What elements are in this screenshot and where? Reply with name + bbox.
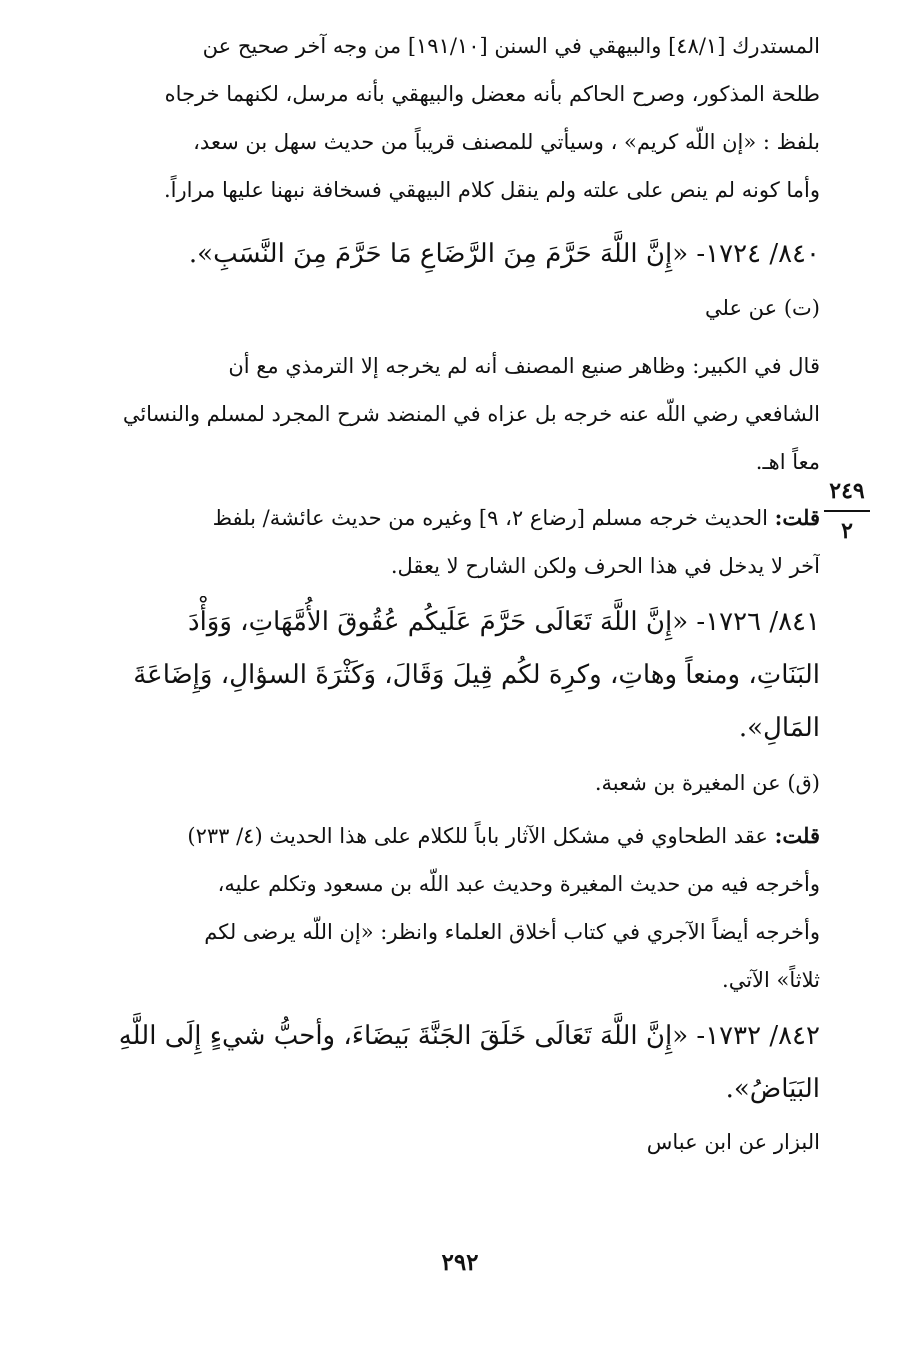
text-line: وأما كونه لم ينص على علته ولم ينقل كلام البيهقي فسخافة نبهنا عليها مراراً. xyxy=(163,178,820,202)
lead-word: قلت: xyxy=(774,823,820,848)
source-line: البزار عن ابن عباس xyxy=(646,1130,820,1154)
hadith-840 xyxy=(102,228,820,281)
text-line: الشافعي رضي اللّه عنه خرجه بل عزاه في المنضد شرح المجرد لمسلم والنسائي xyxy=(122,402,820,426)
text-line: آخر لا يدخل في هذا الحرف ولكن الشارح لا يعقل. xyxy=(390,554,820,578)
line-rest: عقد الطحاوي في مشكل الآثار باباً للكلام على هذا الحديث (٤/ ٢٣٣) xyxy=(187,824,775,848)
text-line: وأخرجه فيه من حديث المغيرة وحديث عبد اللّه بن مسعود وتكلم عليه، xyxy=(217,872,820,896)
hadith-line: البَيَاضُ». xyxy=(725,1074,820,1104)
text-line: طلحة المذكور، وصرح الحاكم بأنه معضل والبيهقي بأنه مرسل، لكنهما خرجاه xyxy=(164,82,820,106)
text-line: بلفظ : «إن اللّه كريم» ، وسيأتي للمصنف قريباً من حديث سهل بن سعد، xyxy=(193,130,820,154)
margin-reference xyxy=(822,476,872,546)
hadith-842-source xyxy=(102,1122,820,1162)
source-line: (ت) عن علي xyxy=(704,296,820,320)
margin-ref-top: ٢٤٩ xyxy=(829,478,865,504)
line-rest: الحديث خرجه مسلم [رضاع ٢، ٩] وغيره من حديث عائشة/ بلفظ xyxy=(212,506,775,530)
text-line: المستدرك [٤٨/١] والبيهقي في السنن [١٩١/١٠] من وجه آخر صحيح عن xyxy=(202,34,820,58)
commentary-paragraph-3 xyxy=(102,494,820,590)
text-line: ثلاثاً» الآتي. xyxy=(722,968,820,992)
text-line: وأخرجه أيضاً الآجري في كتاب أخلاق العلماء وانظر: «إن اللّه يرضى لكم xyxy=(204,920,820,944)
lead-word: قلت: xyxy=(774,505,820,530)
hadith-line: ٨٤٠/ ١٧٢٤- «إِنَّ اللَّهَ حَرَّمَ مِنَ الرَّضَاعِ مَا حَرَّمَ مِنَ النَّسَبِ». xyxy=(188,239,820,269)
text-line xyxy=(102,812,820,860)
commentary-paragraph-1 xyxy=(102,22,820,214)
hadith-line: البَنَاتِ، ومنعاً وهاتِ، وكرِهَ لكُم قِيلَ وَقَالَ، وَكَثْرَةَ السؤالِ، وَإِضَاعَةَ xyxy=(133,660,820,690)
hadith-line: ٨٤١/ ١٧٢٦- «إِنَّ اللَّهَ تَعَالَى حَرَّمَ عَلَيكُم عُقُوقَ الأُمَّهَاتِ، وَوَأْدَ xyxy=(188,607,820,637)
hadith-840-source xyxy=(102,288,820,328)
hadith-line: ٨٤٢/ ١٧٣٢- «إِنَّ اللَّهَ تَعَالَى خَلَقَ الجَنَّةَ بَيضَاءَ، وأحبُّ شيءٍ إِلَى اللَّهِ xyxy=(118,1021,820,1051)
page-number: ٢٩٢ xyxy=(441,1249,479,1276)
hadith-842 xyxy=(102,1010,820,1116)
hadith-841 xyxy=(102,596,820,755)
margin-ref-rule xyxy=(824,510,870,512)
commentary-paragraph-4 xyxy=(102,812,820,1004)
hadith-line: المَالِ». xyxy=(738,713,820,743)
text-line: معاً اهـ. xyxy=(755,450,820,474)
hadith-841-source xyxy=(102,763,820,803)
commentary-paragraph-2 xyxy=(102,342,820,486)
margin-ref-bottom: ٢ xyxy=(841,518,853,544)
source-line: (ق) عن المغيرة بن شعبة. xyxy=(594,771,820,795)
text-line xyxy=(102,494,820,542)
text-line: قال في الكبير: وظاهر صنيع المصنف أنه لم يخرجه إلا الترمذي مع أن xyxy=(228,354,820,378)
